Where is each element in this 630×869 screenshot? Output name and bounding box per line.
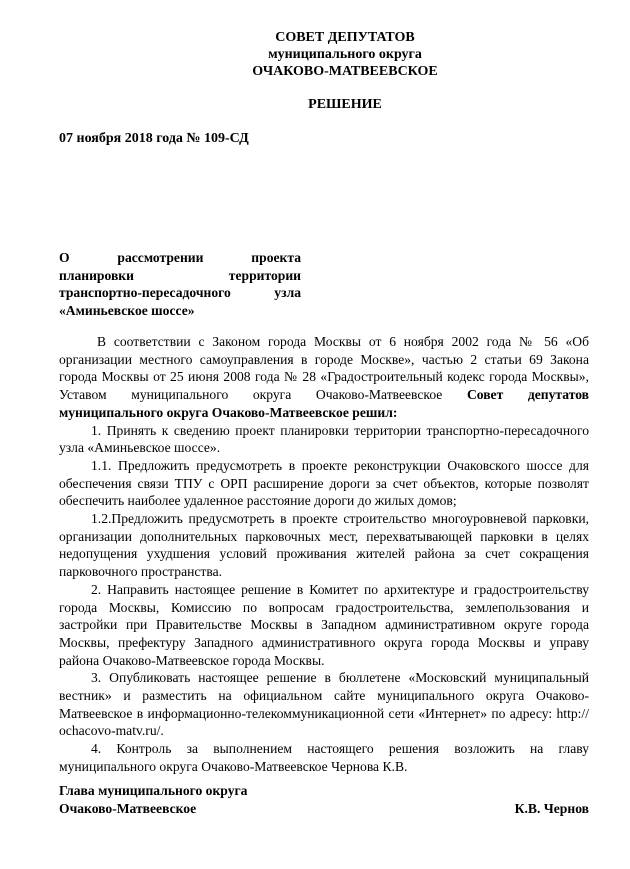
- signature-position-line: Глава муниципального округа: [59, 783, 248, 798]
- date-number: 07 ноября 2018 года № 109-СД: [59, 131, 249, 146]
- header-district: ОЧАКОВО-МАТВЕЕВСКОЕ: [252, 64, 438, 79]
- item-3: 3. Опубликовать настоящее решение в бюллетене «Московский муниципальный вестник» и разместить на официальном сайте муниципального округа Очаково-Матвеевское в информационно-телекоммуникационной сети «Интернет» по адресу: http:// ochacovo-matv.ru/.: [59, 670, 589, 739]
- item-2: 2. Направить настоящее решение в Комитет по архитектуре и градостроительству города Москвы, Комиссию по вопросам градостроительства, землепользования и застройки при Правительстве Москвы в Западном административном округе города Москвы, префектуру Западного административного округа города Москвы и управу района Очаково-Матвеевское города Москвы.: [59, 581, 589, 668]
- item-1-2: 1.2.Предложить предусмотреть в проекте строительство многоуровневой парковки, организации дополнительных парковочных мест, перехватывающей парковки в целях недопущения ухудшения условий проживания жителей района за счет сокращения парковочного пространства.: [59, 511, 589, 580]
- item-1: 1. Принять к сведению проект планировки территории транспортно-пересадочного узла «Аминьевское шоссе».: [59, 422, 589, 456]
- subject-line: «Аминьевское шоссе»: [59, 302, 195, 318]
- document-body: [59, 333, 589, 776]
- header-council: СОВЕТ ДЕПУТАТОВ: [275, 30, 415, 45]
- signature-block: [59, 782, 589, 818]
- preamble-decision: Совет депутатов муниципального округа Очаково-Матвеевское решил:: [59, 387, 589, 420]
- preamble-text: В соответствии с Законом города Москвы от 6 ноября 2002 года № 56 «Об организации местного самоуправления в городе Москве», частью 2 статьи 69 Закона города Москвы от 25 июня 2008 года № 28 «Градостроительный кодекс города Москвы», Уставом муниципального округа Очаково-Матвеевское: [59, 334, 589, 403]
- item-4: 4. Контроль за выполнением настоящего решения возложить на главу муниципального округа Очаково-Матвеевское Чернова К.В.: [59, 741, 589, 774]
- header-municipal: муниципального округа: [268, 47, 422, 62]
- subject-line: О рассмотрении проекта: [59, 250, 301, 265]
- document-type: РЕШЕНИЕ: [308, 97, 382, 112]
- signature-name: К.В. Чернов: [514, 801, 589, 816]
- subject-heading: [59, 249, 301, 319]
- preamble-paragraph: [59, 333, 589, 422]
- subject-line: транспортно-пересадочного узла: [59, 285, 301, 300]
- subject-line: планировки территории: [59, 267, 301, 283]
- item-1-1: 1.1. Предложить предусмотреть в проекте реконструкции Очаковского шоссе для обеспечения связи ТПУ с ОРП расширение дороги за счет объектов, которые позволят обеспечить наиболее удаленное расстояние дороги до жилых домов;: [59, 457, 589, 509]
- signature-position-line: Очаково-Матвеевское: [59, 801, 197, 816]
